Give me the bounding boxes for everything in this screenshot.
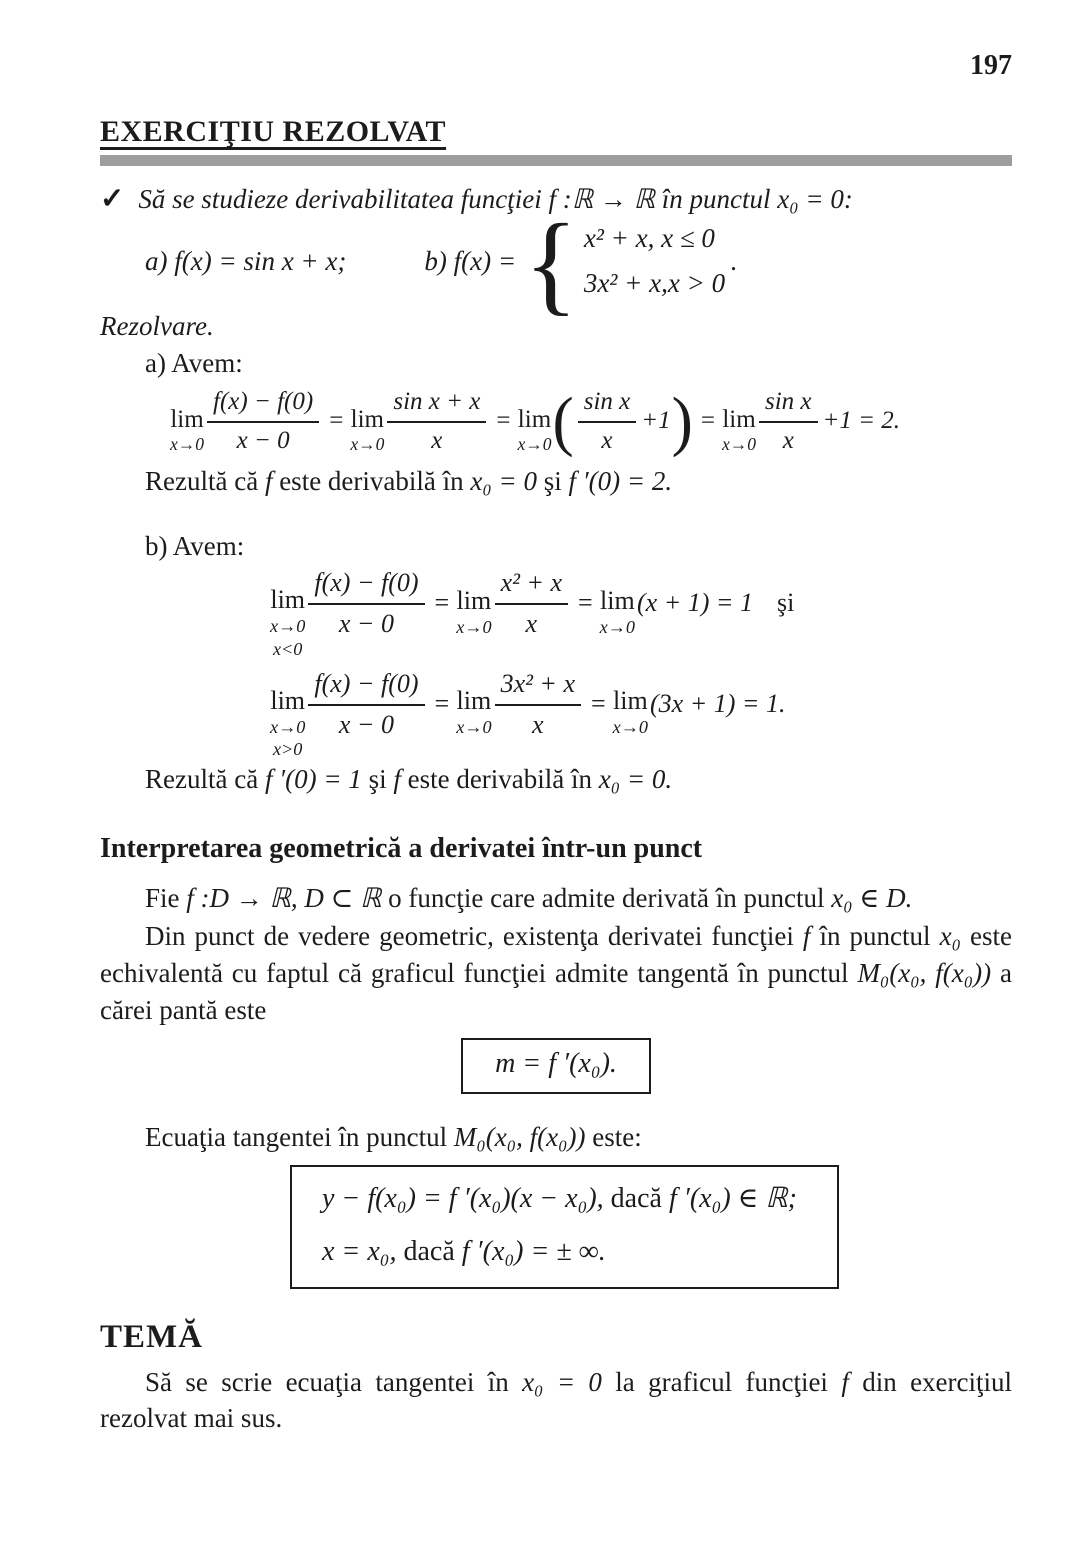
lim-condition: x→0 bbox=[270, 616, 306, 637]
difference-quotient-fraction bbox=[207, 386, 319, 457]
lim-label: lim bbox=[456, 686, 492, 716]
heading-divider-bar bbox=[100, 155, 1012, 166]
fie-line bbox=[145, 881, 1012, 916]
definition-a: a) f(x) = sin x + x; bbox=[145, 245, 347, 276]
math: f ′(0) = 1 bbox=[264, 763, 362, 794]
formula-result: (x + 1) = 1 bbox=[637, 588, 753, 618]
result-a bbox=[145, 464, 1012, 499]
text: Din punct de vedere geometric, existenţa derivatei funcţiei bbox=[145, 921, 803, 952]
numerator: x² + x bbox=[495, 566, 568, 605]
limit-operator bbox=[613, 688, 648, 736]
lim-label: lim bbox=[270, 686, 306, 716]
equals-sign: = bbox=[700, 406, 715, 434]
result-b bbox=[145, 762, 1012, 797]
denominator: x bbox=[532, 709, 544, 739]
tangent-equation-intro bbox=[145, 1120, 1012, 1155]
text: Să se scrie ecuaţia tangentei în bbox=[145, 1366, 523, 1397]
lim-condition: x→0 bbox=[350, 433, 385, 454]
geometric-interpretation-paragraph bbox=[100, 918, 1012, 1028]
equals-sign: = bbox=[434, 588, 450, 618]
lim-condition: x→0 bbox=[517, 433, 552, 454]
math: f :D → ℝ, D ⊂ ℝ bbox=[186, 883, 382, 914]
limit-operator bbox=[722, 407, 756, 454]
numerator: f(x) − f(0) bbox=[308, 566, 424, 605]
numerator: sin x bbox=[578, 386, 637, 424]
equals-sign: = bbox=[496, 406, 511, 434]
slope-formula-box: m = f ′(x₀). bbox=[461, 1038, 651, 1094]
lim-label: lim bbox=[350, 405, 384, 433]
tangent-equation-line-2 bbox=[322, 1234, 797, 1269]
denominator: x bbox=[782, 427, 794, 455]
lim-label: lim bbox=[517, 405, 552, 433]
limit-operator bbox=[599, 585, 636, 637]
fraction bbox=[495, 566, 568, 639]
text: o funcţie care admite derivată în punctul bbox=[381, 883, 832, 914]
denominator: x bbox=[525, 609, 538, 639]
geometry-section-heading: Interpretarea geometrică a derivatei într-un punct bbox=[100, 832, 703, 864]
numerator: 3x² + x bbox=[495, 667, 581, 706]
limit-formula-b-right bbox=[270, 667, 1012, 760]
limit-operator bbox=[517, 407, 551, 454]
numerator: f(x) − f(0) bbox=[207, 386, 319, 424]
limit-operator bbox=[270, 587, 305, 657]
denominator: x − 0 bbox=[338, 709, 394, 739]
math: y − f(x₀) = f ′(x₀)(x − x₀), bbox=[322, 1183, 604, 1215]
lim-condition: x→0 bbox=[721, 433, 756, 454]
limit-operator bbox=[456, 585, 492, 637]
checkmark-icon: ✓ bbox=[100, 182, 125, 215]
rezolvare-label: Rezolvare. bbox=[100, 311, 214, 342]
math: x₀ = 0 bbox=[470, 466, 537, 497]
denominator: x bbox=[431, 427, 443, 455]
text: şi bbox=[536, 466, 569, 497]
lim-label: lim bbox=[722, 405, 756, 433]
exercise-heading: EXERCIŢIU REZOLVAT bbox=[100, 115, 447, 148]
lim-condition: x→0 bbox=[270, 717, 306, 738]
limit-operator bbox=[350, 407, 384, 454]
formula-result: (3x + 1) = 1. bbox=[650, 688, 786, 718]
tangent-equation-box bbox=[290, 1165, 839, 1289]
text: este derivabilă în bbox=[272, 466, 471, 497]
tema-paragraph bbox=[100, 1364, 1012, 1437]
lim-condition: x→0 bbox=[170, 433, 205, 454]
lim-condition: x→0 bbox=[456, 616, 492, 637]
math: x₀ = 0 bbox=[522, 1366, 602, 1397]
equals-sign: = bbox=[590, 688, 606, 718]
sentence-period: . bbox=[730, 245, 737, 276]
math: f ′(x₀) ∈ ℝ; bbox=[668, 1183, 797, 1215]
question-text: Să se studieze derivabilitatea funcţiei f :ℝ → ℝ în punctul x₀ = 0: bbox=[138, 183, 853, 214]
part-b-avem: b) Avem: bbox=[145, 531, 245, 562]
equals-sign: = bbox=[329, 406, 344, 434]
piecewise-cases bbox=[584, 223, 725, 299]
si-conjunction: şi bbox=[776, 588, 795, 618]
denominator: x − 0 bbox=[338, 609, 394, 639]
definition-b-label: b) f(x) = bbox=[424, 245, 517, 276]
part-a-avem: a) Avem: bbox=[145, 348, 243, 379]
text: este echivalentă cu faptul că graficul funcţiei admite tangentă în punctul bbox=[100, 921, 1012, 988]
math: f bbox=[841, 1366, 849, 1397]
text: din exerciţiul rezolvat mai sus. bbox=[100, 1366, 1013, 1434]
tema-heading: TEMĂ bbox=[100, 1319, 203, 1356]
numerator: sin x bbox=[759, 386, 818, 424]
math: f bbox=[802, 921, 811, 952]
lim-label: lim bbox=[170, 405, 204, 433]
math: M₀(x₀, f(x₀)) bbox=[857, 957, 992, 988]
math: x = x₀, bbox=[322, 1236, 397, 1268]
fraction bbox=[759, 386, 818, 457]
text: dacă bbox=[396, 1236, 462, 1268]
text: a cărei pantă este bbox=[100, 957, 1013, 1025]
math: x₀ bbox=[939, 921, 961, 952]
math: f ′(0) = 2. bbox=[568, 466, 673, 497]
lim-label: lim bbox=[270, 585, 306, 615]
denominator: x bbox=[601, 427, 613, 455]
math: x₀ ∈ D. bbox=[831, 883, 913, 914]
text: dacă bbox=[603, 1183, 669, 1215]
math: f bbox=[264, 466, 273, 497]
text: este: bbox=[585, 1122, 642, 1153]
difference-quotient-fraction bbox=[308, 667, 424, 740]
lim-label: lim bbox=[456, 585, 492, 615]
lim-side-condition: x<0 bbox=[272, 638, 303, 659]
lim-label: lim bbox=[613, 686, 648, 716]
fraction bbox=[578, 386, 637, 457]
math: x₀ = 0. bbox=[598, 763, 673, 794]
text: este derivabilă în bbox=[400, 763, 599, 794]
lim-side-condition: x>0 bbox=[272, 739, 303, 760]
text: Rezultă că bbox=[145, 763, 265, 794]
limit-formula-a: lim x→0 $\frac{f(x) - f(0)}{x - 0}$ = lim x→0 $\frac{\text{sin x + x}}{x}$ = lim x→0 ( $\frac{\text{sin x}}{x}$ +1 ) = lim x→0 $\frac{\text{sin x}}{x}$ +1 = 2. bbox=[170, 383, 901, 458]
formula-result: +1 = 2. bbox=[822, 406, 901, 434]
numerator: sin x + x bbox=[387, 386, 486, 424]
limit-operator bbox=[170, 407, 204, 454]
plus-one-term: +1 bbox=[641, 406, 671, 434]
text: şi bbox=[361, 763, 394, 794]
text: în punctul bbox=[810, 921, 940, 952]
page-number: 197 bbox=[970, 50, 1012, 81]
difference-quotient-fraction bbox=[308, 566, 424, 639]
limit-operator bbox=[270, 688, 305, 758]
fraction bbox=[495, 667, 581, 740]
lim-condition: x→0 bbox=[456, 717, 492, 738]
text: Rezultă că bbox=[145, 466, 265, 497]
math: f bbox=[393, 763, 401, 794]
text: Ecuaţia tangentei în punctul bbox=[145, 1122, 454, 1153]
math: M₀(x₀, f(x₀)) bbox=[453, 1122, 586, 1153]
limit-formula-b-left bbox=[270, 566, 1012, 659]
lim-condition: x→0 bbox=[599, 616, 636, 637]
tangent-equation-line-1 bbox=[322, 1181, 797, 1216]
lim-label: lim bbox=[600, 585, 635, 615]
math: f ′(x₀) = ± ∞. bbox=[461, 1236, 606, 1268]
case-2: 3x² + x,x > 0 bbox=[583, 268, 726, 299]
definition-b: b) f(x) = { x² + x, x ≤ 0 3x² + x,x > 0 . bbox=[424, 202, 737, 327]
case-1: x² + x, x ≤ 0 bbox=[583, 223, 715, 254]
equals-sign: = bbox=[434, 688, 450, 718]
text: la graficul funcţiei bbox=[601, 1366, 842, 1397]
equals-sign: = bbox=[577, 588, 593, 618]
lim-condition: x→0 bbox=[612, 717, 649, 738]
text: Fie bbox=[145, 883, 187, 914]
numerator: f(x) − f(0) bbox=[308, 667, 424, 706]
limit-operator bbox=[456, 688, 491, 736]
denominator: x − 0 bbox=[236, 427, 290, 455]
fraction bbox=[387, 386, 486, 457]
